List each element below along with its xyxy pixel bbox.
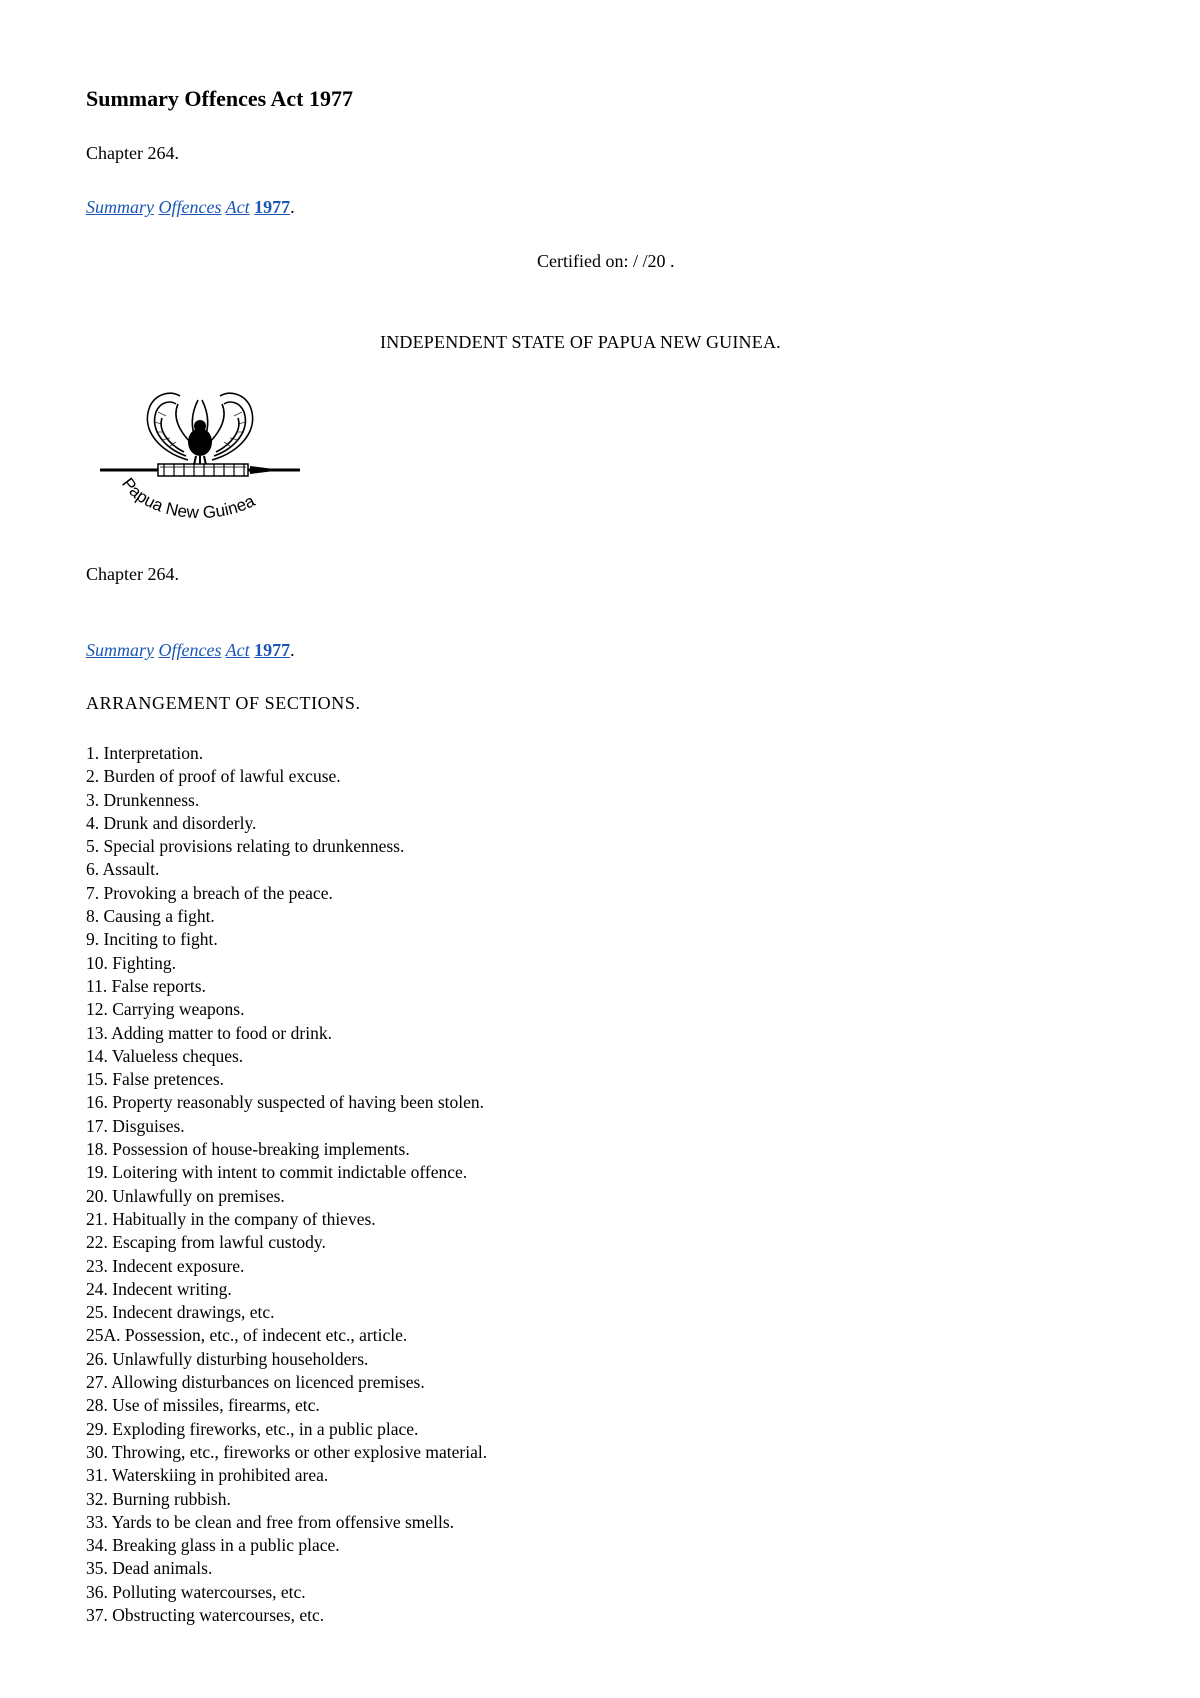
section-item: 28. Use of missiles, firearms, etc. bbox=[86, 1395, 320, 1416]
section-item: 33. Yards to be clean and free from offensive smells. bbox=[86, 1511, 455, 1532]
section-item: 2. Burden of proof of lawful excuse. bbox=[86, 766, 341, 787]
section-item: 11. False reports. bbox=[86, 975, 206, 996]
section-item: 8. Causing a fight. bbox=[86, 906, 215, 927]
section-item: 20. Unlawfully on premises. bbox=[86, 1185, 285, 1206]
section-item: 23. Indecent exposure. bbox=[86, 1255, 245, 1276]
section-item: 36. Polluting watercourses, etc. bbox=[86, 1581, 306, 1602]
section-item: 27. Allowing disturbances on licenced premises. bbox=[86, 1372, 425, 1393]
section-item: 22. Escaping from lawful custody. bbox=[86, 1232, 326, 1253]
document-title: Summary Offences Act 1977 bbox=[86, 86, 354, 111]
act-link-offences-2[interactable]: Offences bbox=[158, 640, 222, 660]
section-item: 14. Valueless cheques. bbox=[86, 1045, 244, 1066]
section-item: 32. Burning rubbish. bbox=[86, 1488, 231, 1509]
section-item: 24. Indecent writing. bbox=[86, 1278, 232, 1299]
section-item: 15. False pretences. bbox=[86, 1069, 225, 1090]
section-item: 12. Carrying weapons. bbox=[86, 999, 245, 1020]
section-item: 18. Possession of house-breaking implements. bbox=[86, 1139, 410, 1160]
section-item: 34. Breaking glass in a public place. bbox=[86, 1535, 340, 1556]
section-item: 29. Exploding fireworks, etc., in a public place. bbox=[86, 1418, 419, 1439]
section-item: 1. Interpretation. bbox=[86, 743, 204, 763]
section-item: 35. Dead animals. bbox=[86, 1558, 213, 1579]
act-link-year-2[interactable]: 1977 bbox=[254, 640, 291, 660]
act-link-trailing: . bbox=[290, 197, 295, 217]
section-item: 7. Provoking a breach of the peace. bbox=[86, 882, 333, 903]
act-link-bottom[interactable] bbox=[86, 640, 295, 661]
act-link-act[interactable]: Act bbox=[225, 197, 250, 217]
emblem-lettering: Papua New Guinea bbox=[118, 474, 258, 523]
arrangement-heading: ARRANGEMENT OF SECTIONS. bbox=[86, 693, 361, 713]
act-link-act-2[interactable]: Act bbox=[225, 640, 250, 660]
section-item: 30. Throwing, etc., fireworks or other explosive material. bbox=[86, 1441, 488, 1462]
section-item: 4. Drunk and disorderly. bbox=[86, 812, 257, 833]
chapter-line-2: Chapter 264. bbox=[86, 564, 179, 584]
section-item: 13. Adding matter to food or drink. bbox=[86, 1022, 332, 1043]
png-emblem-image bbox=[100, 382, 300, 530]
act-link-top[interactable] bbox=[86, 197, 295, 218]
act-link-summary[interactable]: Summary bbox=[86, 197, 154, 217]
act-link-trailing-2: . bbox=[290, 640, 295, 660]
state-heading: INDEPENDENT STATE OF PAPUA NEW GUINEA. bbox=[380, 332, 781, 352]
act-link-summary-2[interactable]: Summary bbox=[86, 640, 154, 660]
section-item: 9. Inciting to fight. bbox=[86, 929, 218, 950]
sections-list bbox=[86, 742, 487, 1627]
section-item: 21. Habitually in the company of thieves. bbox=[86, 1208, 376, 1229]
act-link-year[interactable]: 1977 bbox=[254, 197, 291, 217]
section-item: 3. Drunkenness. bbox=[86, 789, 200, 810]
section-item: 25A. Possession, etc., of indecent etc., article. bbox=[86, 1325, 408, 1346]
section-item: 26. Unlawfully disturbing householders. bbox=[86, 1348, 369, 1369]
section-item: 25. Indecent drawings, etc. bbox=[86, 1302, 275, 1323]
act-link-offences[interactable]: Offences bbox=[158, 197, 222, 217]
section-item: 6. Assault. bbox=[86, 859, 160, 880]
section-item: 19. Loitering with intent to commit indictable offence. bbox=[86, 1162, 468, 1183]
section-item: 37. Obstructing watercourses, etc. bbox=[86, 1604, 325, 1625]
emblem-svg bbox=[100, 382, 300, 530]
chapter-line: Chapter 264. bbox=[86, 143, 179, 163]
certified-line: Certified on: / /20 . bbox=[537, 251, 675, 271]
section-item: 5. Special provisions relating to drunkenness. bbox=[86, 836, 405, 857]
section-item: 10. Fighting. bbox=[86, 952, 176, 973]
section-item: 16. Property reasonably suspected of having been stolen. bbox=[86, 1092, 485, 1113]
section-item: 31. Waterskiing in prohibited area. bbox=[86, 1465, 329, 1486]
section-item: 17. Disguises. bbox=[86, 1115, 185, 1136]
